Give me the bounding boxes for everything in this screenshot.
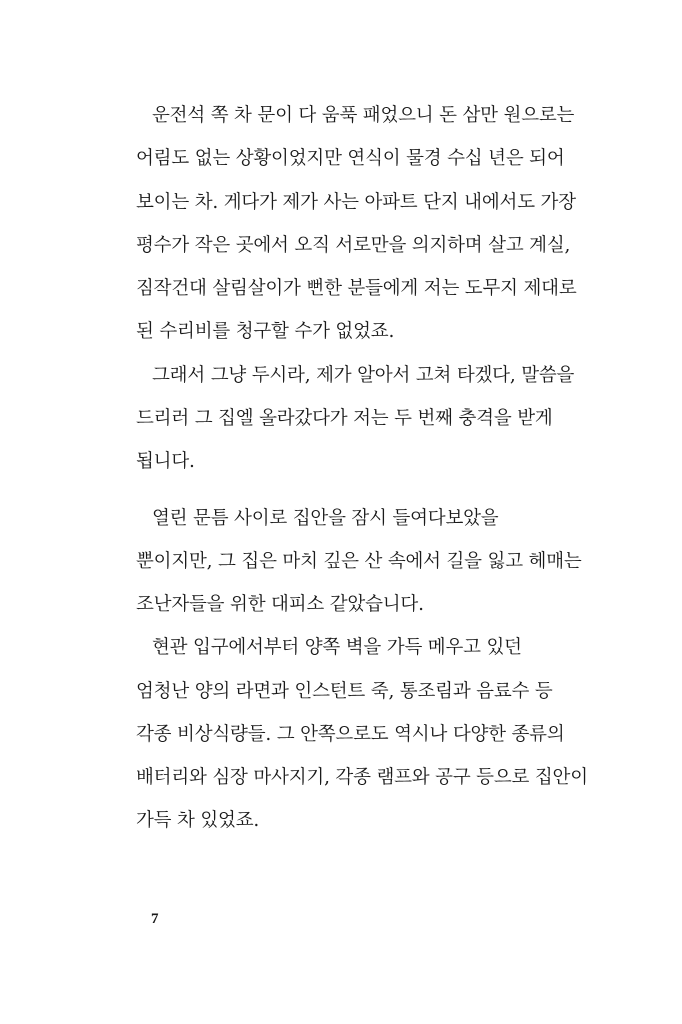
text-line: 조난자들을 위한 대피소 같았습니다. xyxy=(136,594,424,615)
text-line: 열린 문틈 사이로 집안을 잠시 들여다보았을 xyxy=(152,508,499,529)
page-number: 7 xyxy=(151,911,159,927)
text-line: 평수가 작은 곳에서 오직 서로만을 의지하며 살고 계실, xyxy=(136,235,571,256)
text-line: 운전석 쪽 차 문이 다 움푹 패었으니 돈 삼만 원으로는 xyxy=(152,105,575,126)
text-line: 짐작건대 살림살이가 뻔한 분들에게 저는 도무지 제대로 xyxy=(136,278,577,299)
text-line: 그래서 그냥 두시라, 제가 알아서 고쳐 타겠다, 말씀을 xyxy=(152,365,575,386)
text-line: 된 수리비를 청구할 수가 없었죠. xyxy=(136,321,395,342)
text-line: 엄청난 양의 라면과 인스턴트 죽, 통조림과 음료수 등 xyxy=(136,681,553,702)
text-line: 드리러 그 집엘 올라갔다가 저는 두 번째 충격을 받게 xyxy=(136,408,553,429)
text-line: 가득 차 있었죠. xyxy=(136,810,260,831)
text-line: 뿐이지만, 그 집은 마치 깊은 산 속에서 길을 잃고 헤매는 xyxy=(136,551,582,572)
text-line: 배터리와 심장 마사지기, 각종 램프와 공구 등으로 집안이 xyxy=(136,767,588,788)
text-line: 어림도 없는 상황이었지만 연식이 물경 수십 년은 되어 xyxy=(136,148,565,169)
text-line: 각종 비상식량들. 그 안쪽으로도 역시나 다양한 종류의 xyxy=(136,724,565,745)
text-line: 보이는 차. 게다가 제가 사는 아파트 단지 내에서도 가장 xyxy=(136,192,576,213)
text-line: 현관 입구에서부터 양쪽 벽을 가득 메우고 있던 xyxy=(152,637,522,658)
text-line: 됩니다. xyxy=(136,451,195,472)
